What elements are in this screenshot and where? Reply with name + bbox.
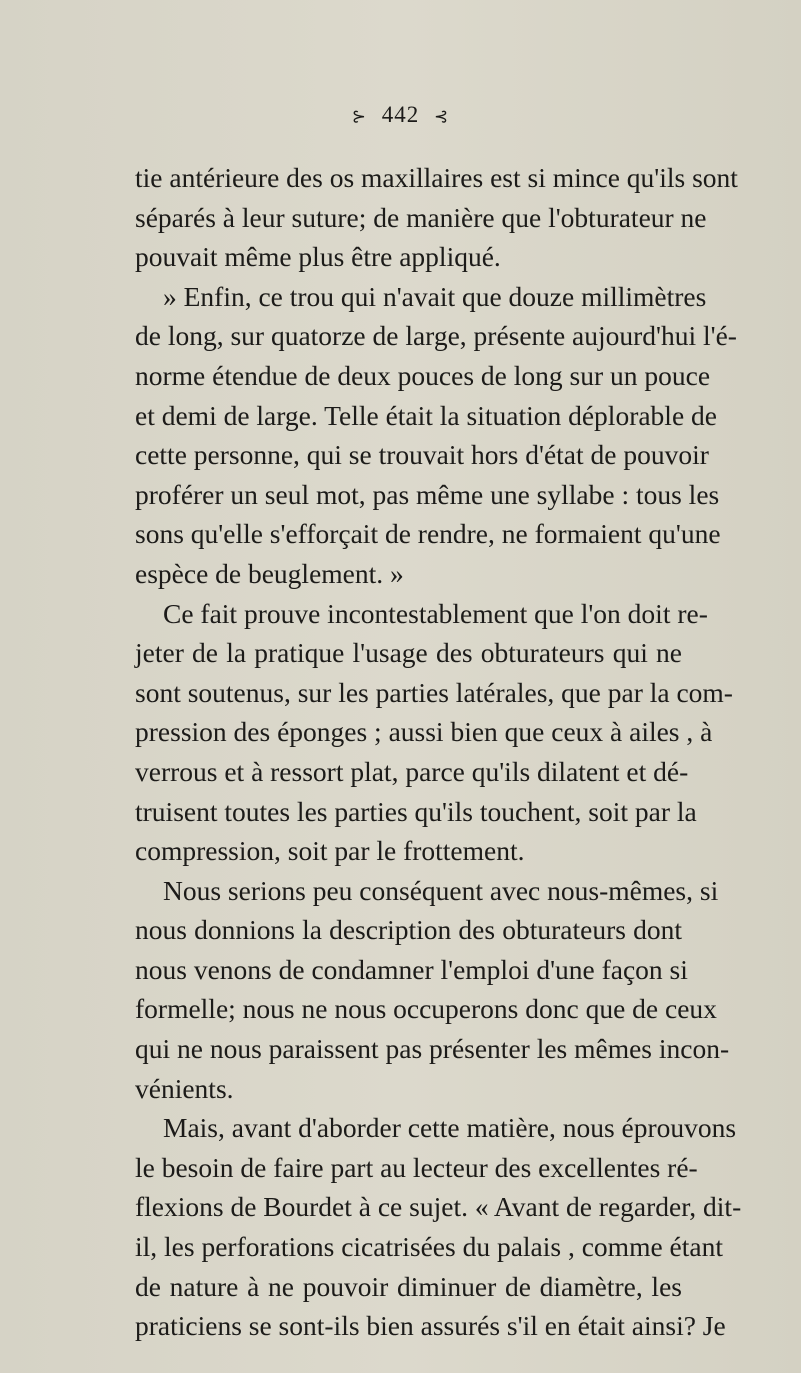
text-line: Nous serions peu conséquent avec nous-mêmes, si bbox=[163, 874, 719, 906]
body-text bbox=[135, 158, 742, 1346]
text-line: compression, soit par le frottement. bbox=[135, 835, 525, 867]
text-line: verrous et à ressort plat, parce qu'ils dilatent et dé- bbox=[135, 755, 689, 787]
text-line: pouvait même plus être appliqué. bbox=[135, 241, 501, 273]
text-line: cette personne, qui se trouvait hors d'état de pouvoir bbox=[135, 439, 709, 471]
text-line: Ce fait prouve incontestablement que l'on doit re- bbox=[163, 597, 708, 629]
ornament-right-icon: ⊰ bbox=[434, 106, 450, 126]
text-line: et demi de large. Telle était la situation déplorable de bbox=[135, 399, 717, 431]
text-line: le besoin de faire part au lecteur des excellentes ré- bbox=[135, 1151, 698, 1183]
text-line: de long, sur quatorze de large, présente aujourd'hui l'é- bbox=[135, 320, 737, 352]
text-line: proférer un seul mot, pas même une syllabe : tous les bbox=[135, 478, 720, 510]
text-line: nous donnions la description des obturateurs dont bbox=[135, 914, 682, 946]
text-line: Mais, avant d'aborder cette matière, nous éprouvons bbox=[163, 1112, 737, 1144]
ornament-left-icon: ⊱ bbox=[351, 106, 367, 126]
text-line: flexions de Bourdet à ce sujet. « Avant de regarder, dit- bbox=[135, 1191, 742, 1223]
page-header bbox=[0, 102, 801, 128]
text-line: » Enfin, ce trou qui n'avait que douze millimètres bbox=[163, 280, 707, 312]
text-line: qui ne nous paraissent pas présenter les mêmes incon- bbox=[135, 1033, 730, 1065]
text-line: sons qu'elle s'efforçait de rendre, ne formaient qu'une bbox=[135, 518, 721, 550]
text-line: truisent toutes les parties qu'ils touchent, soit par la bbox=[135, 795, 697, 827]
text-line: jeter de la pratique l'usage des obturateurs qui ne bbox=[135, 637, 682, 669]
text-line: norme étendue de deux pouces de long sur un pouce bbox=[135, 359, 711, 391]
text-line: nous venons de condamner l'emploi d'une façon si bbox=[135, 953, 688, 985]
text-line: tie antérieure des os maxillaires est si mince qu'ils sont bbox=[135, 162, 738, 193]
page-number: 442 bbox=[381, 102, 420, 127]
text-line: sont soutenus, sur les parties latérales, que par la com- bbox=[135, 676, 733, 708]
text-line: vénients. bbox=[135, 1072, 234, 1104]
text-line: espèce de beuglement. » bbox=[135, 557, 404, 589]
text-line: de nature à ne pouvoir diminuer de diamètre, les bbox=[135, 1270, 682, 1302]
text-line: formelle; nous ne nous occuperons donc que de ceux bbox=[135, 993, 717, 1025]
text-line: il, les perforations cicatrisées du palais , comme étant bbox=[135, 1231, 723, 1263]
text-line: pression des éponges ; aussi bien que ceux à ailes , à bbox=[135, 716, 713, 748]
text-line: praticiens se sont-ils bien assurés s'il en était ainsi? Je bbox=[135, 1310, 726, 1342]
text-line: séparés à leur suture; de manière que l'obturateur ne bbox=[135, 201, 707, 233]
